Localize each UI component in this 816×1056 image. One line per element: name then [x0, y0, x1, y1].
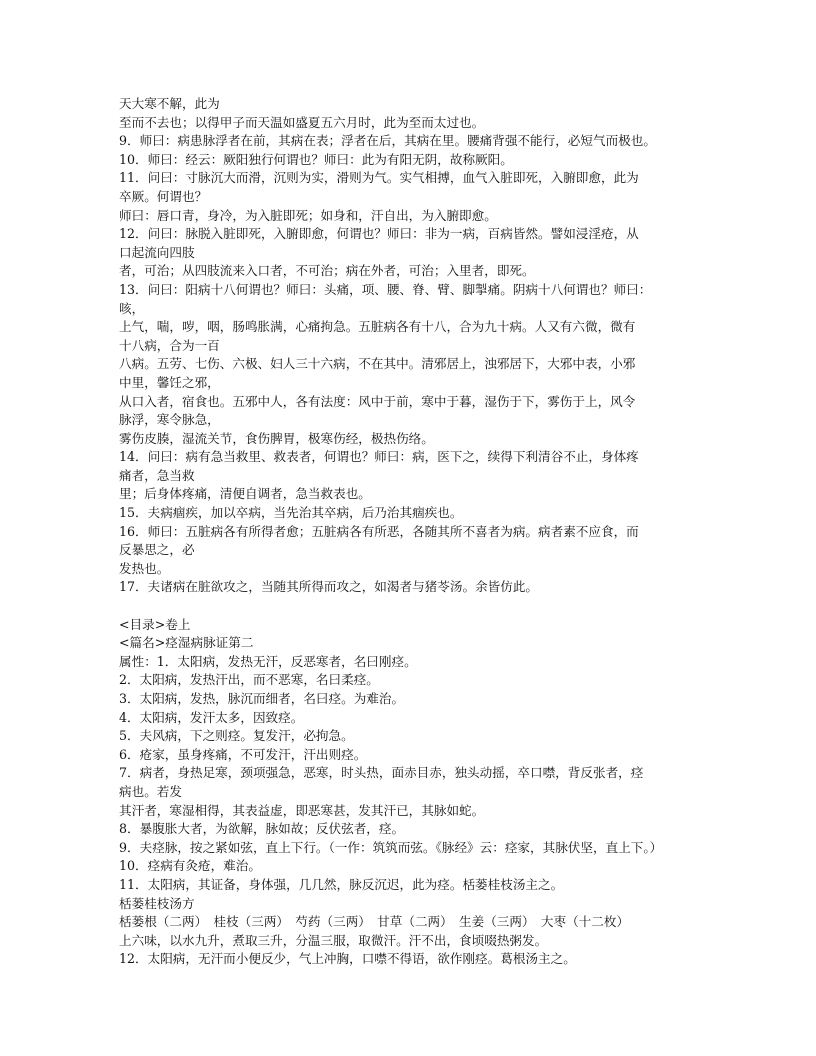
- text-line: 反暴思之，必: [119, 542, 195, 558]
- text-line: 八病。五劳、七伤、六极、妇人三十六病，不在其中。清邪居上，浊邪居下，大邪中表，小邪: [119, 356, 636, 372]
- text-line: 属性：1．太阳病，发热无汗，反恶寒者，名曰刚痉。: [119, 653, 417, 669]
- text-line: 其汗者，寒湿相得，其表益虚，即恶寒甚，发其汗已，其脉如蛇。: [119, 802, 485, 818]
- text-line: 11．问曰：寸脉沉大而滑，沉则为实，滑则为气。实气相搏，血气入脏即死，入腑即愈，此为: [119, 170, 639, 186]
- text-line: 雾伤皮腠，湿流关节，食伤脾胃，极寒伤经，极热伤络。: [119, 430, 434, 446]
- text-line: 天大寒不解，此为: [119, 96, 220, 111]
- document-page: [119, 95, 709, 969]
- text-line: 3．太阳病，发热，脉沉而细者，名曰痉。为难治。: [119, 691, 405, 706]
- text-line: 卒厥。何谓也？: [119, 188, 208, 204]
- text-line: 12．问曰：脉脱入脏即死，入腑即愈，何谓也？师曰：非为一病，百病皆然。譬如浸淫疮，从: [119, 226, 639, 242]
- text-line: 2．太阳病，发热汗出，而不恶寒，名曰柔痉。: [119, 672, 379, 688]
- text-line: 5．夫风病，下之则痉。复发汗，必拘急。: [119, 728, 354, 744]
- text-line: 16．师曰：五脏病各有所得者愈；五脏病各有所恶，各随其所不喜者为病。病者素不应食，而: [119, 523, 639, 539]
- section-spacer: [119, 597, 709, 616]
- text-line: 13．问曰：阳病十八何谓也？师曰：头痛，项、腰、脊、臂、脚掣痛。阴病十八何谓也？师曰：: [119, 281, 652, 297]
- text-line: 12．太阳病，无汗而小便反少，气上冲胸，口噤不得语，欲作刚痉。葛根汤主之。: [119, 951, 576, 967]
- text-line: 口起流向四肢: [119, 244, 195, 260]
- recipe-title: 栝蒌桂枝汤方: [119, 895, 195, 911]
- text-line: 者，可治；从四肢流来入口者，不可治；病在外者，可治；入里者，即死。: [119, 263, 535, 279]
- text-line: 中里，馨饪之邪，: [119, 374, 220, 390]
- text-line: 痛者，急当救: [119, 467, 195, 483]
- toc-heading: <目录>卷上: [119, 616, 191, 632]
- text-line: 10．痉病有灸疮，难治。: [119, 858, 261, 874]
- text-line: 病也。若发: [119, 783, 182, 799]
- text-line: 十八病，合为一百: [119, 337, 220, 353]
- text-line: 脉浮，寒令脉急，: [119, 412, 220, 428]
- text-line: 8．暴腹胀大者，为欲解，脉如故；反伏弦者，痉。: [119, 821, 405, 837]
- text-line: 6．疮家，虽身疼痛，不可发汗，汗出则痉。: [119, 746, 367, 762]
- text-line: 咳，: [119, 300, 145, 316]
- text-line: 发热也。: [119, 560, 170, 576]
- text-line: 11．太阳病，其证备，身体强，几几然，脉反沉迟，此为痉。栝蒌桂枝汤主之。: [119, 876, 564, 892]
- text-section-2: [119, 616, 709, 969]
- recipe-ingredients: 栝蒌根（二两） 桂枝（三两） 芍药（三两） 甘草（二两） 生姜（三两） 大枣（十二枚）: [119, 914, 630, 930]
- text-line: 至而不去也；以得甲子而天温如盛夏五六月时，此为至而太过也。: [119, 114, 485, 130]
- text-line: 10．师曰：经云：厥阳独行何谓也？师曰：此为有阳无阴，故称厥阳。: [119, 151, 513, 167]
- text-line: 14．问曰：病有急当救里、救表者，何谓也？师曰：病，医下之，续得下利清谷不止，身体疼: [119, 449, 639, 465]
- text-line: 上气，喘，哕，咽，肠鸣胀满，心痛拘急。五脏病各有十八，合为九十病。人又有六微，微有: [119, 319, 636, 335]
- text-line: 4．太阳病，发汗太多，因致痉。: [119, 709, 304, 725]
- text-section-1: [119, 95, 709, 597]
- text-line: 师曰：唇口青，身冷，为入脏即死；如身和，汗自出，为入腑即愈。: [119, 207, 497, 223]
- text-line: 9．夫痉脉，按之紧如弦，直上下行。（一作：筑筑而弦。《脉经》云：痉家，其脉伏坚，直上下。）: [119, 839, 663, 855]
- text-line: 9．师曰：病患脉浮者在前，其病在表；浮者在后，其病在里。腰痛背强不能行，必短气而极也。: [119, 133, 656, 149]
- text-line: 上六味，以水九升，煮取三升，分温三服，取微汗。汗不出，食顷啜热粥发。: [119, 932, 548, 948]
- chapter-heading: <篇名>痉湿病脉证第二: [119, 635, 254, 651]
- text-line: 15．夫病痼疾，加以卒病，当先治其卒病，后乃治其痼疾也。: [119, 505, 463, 521]
- text-line: 17．夫诸病在脏欲攻之，当随其所得而攻之，如渴者与猪苓汤。余皆仿此。: [119, 579, 539, 595]
- text-line: 7．病者，身热足寒，颈项强急，恶寒，时头热，面赤目赤，独头动摇，卒口噤，背反张者，痉: [119, 765, 644, 781]
- text-line: 从口入者，宿食也。五邪中人，各有法度：风中于前，寒中于暮，湿伤于下，雾伤于上，风令: [119, 393, 636, 409]
- text-line: 里；后身体疼痛，清便自调者，急当救表也。: [119, 486, 371, 502]
